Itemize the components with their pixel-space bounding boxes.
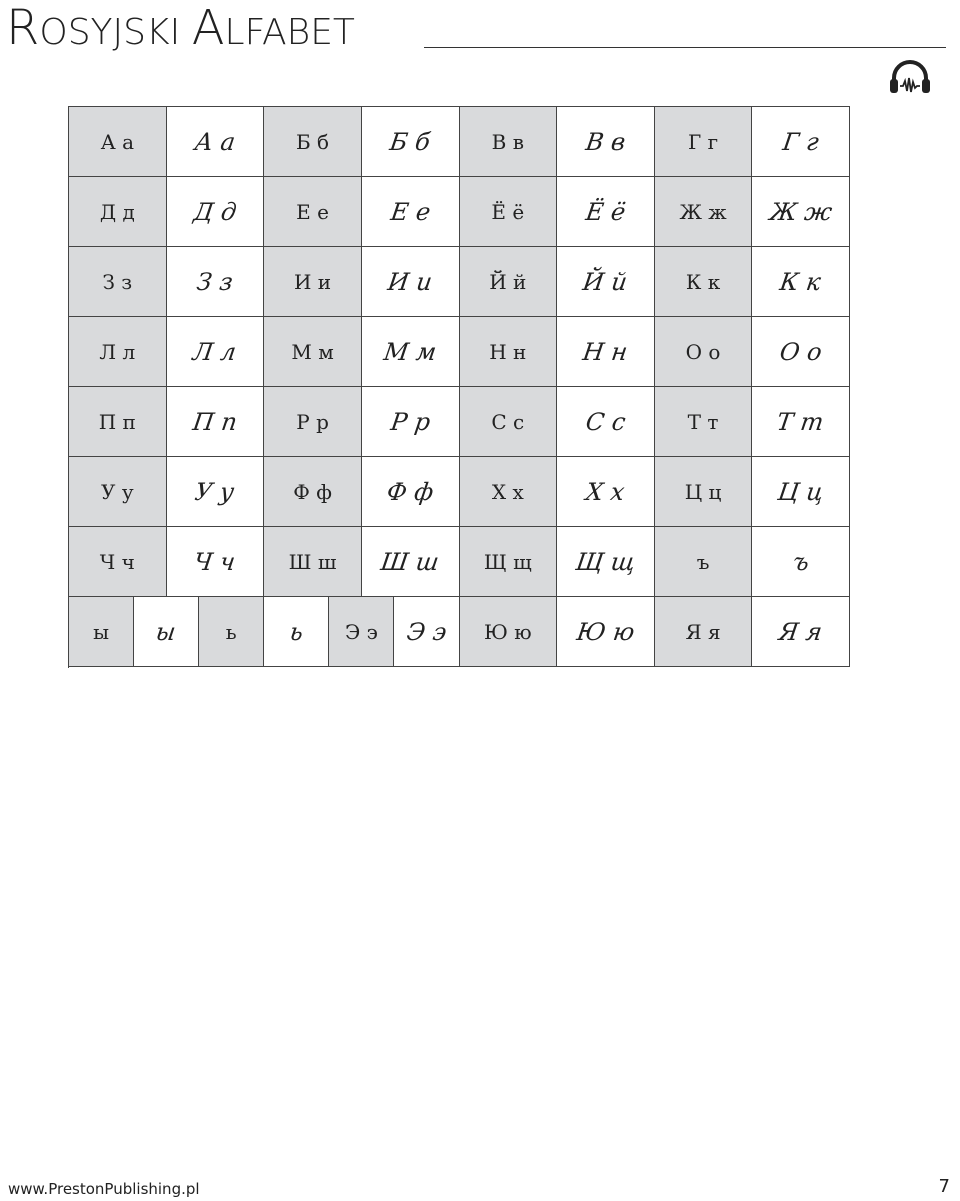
letter-script-cell	[362, 527, 460, 597]
letter-print-cell	[69, 527, 167, 597]
alphabet-row	[69, 387, 850, 457]
letter-print-cell	[655, 107, 753, 177]
letter-script-cell-text: Г г	[780, 127, 821, 156]
letter-print-cell	[264, 457, 362, 527]
letter-script-cell	[752, 597, 850, 667]
letter-script-cell	[362, 457, 460, 527]
letter-print-cell-text: Н н	[489, 339, 527, 364]
letter-script-cell-text: Е е	[388, 197, 432, 226]
letter-print-cell-text: ы	[93, 619, 109, 644]
letter-print-cell	[69, 387, 167, 457]
letter-print-cell	[264, 387, 362, 457]
letter-print-cell-text: О о	[685, 339, 721, 364]
letter-print-cell-text: А а	[100, 129, 135, 154]
letter-print-cell-text: У у	[101, 479, 134, 504]
letter-print-cell	[460, 247, 558, 317]
alphabet-row	[69, 527, 850, 597]
letter-print-cell-text: Р р	[296, 409, 329, 434]
letter-script-cell-text: Ё ё	[583, 197, 628, 226]
letter-script-cell	[557, 457, 655, 527]
letter-print-cell-text: В в	[491, 129, 524, 154]
letter-script-cell-text: Х х	[584, 477, 627, 506]
letter-script-cell-text: Р р	[388, 407, 432, 436]
letter-script-cell	[362, 317, 460, 387]
letter-print-cell	[460, 317, 558, 387]
publisher-url[interactable]: www.PrestonPublishing.pl	[8, 1180, 200, 1198]
letter-script-cell	[752, 317, 850, 387]
letter-script-cell	[362, 387, 460, 457]
letter-print-cell-text: Ё ё	[491, 199, 525, 224]
page-number: 7	[938, 1176, 950, 1197]
letter-print-cell	[460, 387, 558, 457]
letter-script-cell	[167, 177, 265, 247]
letter-print-cell	[199, 597, 264, 667]
letter-script-cell	[362, 107, 460, 177]
letter-print-cell-text: Х х	[491, 479, 524, 504]
letter-script-cell-text: Т т	[775, 407, 826, 436]
letter-print-cell-text: Г г	[688, 129, 719, 154]
page-title: ROSYJSKI ALFABET	[6, 0, 355, 56]
letter-print-cell	[329, 597, 394, 667]
letter-print-cell-text: Я я	[685, 619, 721, 644]
letter-script-cell	[752, 177, 850, 247]
letter-print-cell	[69, 247, 167, 317]
letter-script-cell-text: К к	[778, 267, 823, 296]
letter-script-cell	[167, 317, 265, 387]
letter-script-cell-text: Ц ц	[776, 477, 826, 506]
letter-script-cell-text: Ш ш	[379, 547, 442, 576]
letter-script-cell-text: О о	[777, 337, 824, 366]
letter-print-cell-text: К к	[685, 269, 721, 294]
letter-print-cell	[69, 177, 167, 247]
letter-script-cell	[557, 177, 655, 247]
letter-script-cell-text: И и	[386, 267, 435, 296]
letter-print-cell	[655, 177, 753, 247]
letter-print-cell	[460, 527, 558, 597]
letter-script-cell-text: ъ	[790, 547, 811, 576]
letter-script-cell-text: Ж ж	[767, 197, 834, 226]
letter-script-cell-text: У у	[193, 477, 237, 506]
letter-script-cell-text: П п	[190, 407, 239, 436]
letter-print-cell-text: Ш ш	[288, 549, 337, 574]
letter-print-cell	[655, 317, 753, 387]
letter-print-cell-text: С с	[491, 409, 525, 434]
letter-script-cell-text: Ч ч	[192, 547, 238, 576]
letter-print-cell	[264, 247, 362, 317]
letter-script-cell-text: Щ щ	[573, 547, 637, 576]
letter-script-cell-text: ы	[154, 617, 178, 646]
letter-print-cell	[655, 387, 753, 457]
letter-print-cell-text: Щ щ	[483, 549, 532, 574]
letter-script-cell-text: С с	[583, 407, 628, 436]
letter-script-cell-text: Б б	[388, 127, 433, 156]
letter-print-cell	[655, 597, 753, 667]
letter-print-cell	[655, 457, 753, 527]
letter-script-cell	[167, 527, 265, 597]
letter-script-cell-text: Л л	[191, 337, 239, 366]
letter-script-cell	[557, 317, 655, 387]
letter-script-cell-text: ь	[287, 617, 305, 646]
letter-script-cell-text: Э э	[404, 617, 449, 646]
letter-script-cell	[264, 597, 329, 667]
alphabet-row	[69, 317, 850, 387]
letter-print-cell	[69, 457, 167, 527]
letter-script-cell	[362, 247, 460, 317]
letter-print-cell	[460, 457, 558, 527]
letter-script-cell	[557, 527, 655, 597]
letter-script-cell	[752, 457, 850, 527]
alphabet-table	[68, 106, 850, 668]
letter-script-cell	[752, 387, 850, 457]
letter-script-cell-text: Ф ф	[385, 477, 436, 506]
letter-script-cell	[167, 457, 265, 527]
letter-print-cell-text: Е е	[296, 199, 329, 224]
letter-script-cell	[557, 597, 655, 667]
letter-print-cell	[264, 527, 362, 597]
letter-script-cell	[752, 247, 850, 317]
headphones-audio-icon[interactable]	[888, 58, 932, 98]
letter-print-cell-text: Ч ч	[99, 549, 135, 574]
letter-print-cell	[69, 317, 167, 387]
letter-print-cell-text: Т т	[687, 409, 719, 434]
letter-script-cell-text: А а	[192, 127, 237, 156]
letter-print-cell-text: Д д	[99, 199, 135, 224]
alphabet-row	[69, 457, 850, 527]
letter-script-cell-text: Д д	[191, 197, 239, 226]
letter-script-cell	[167, 247, 265, 317]
letter-script-cell-text: Й й	[581, 267, 630, 296]
letter-script-cell	[557, 107, 655, 177]
letter-print-cell-text: Ю ю	[484, 619, 532, 644]
letter-print-cell-text: Э э	[344, 619, 378, 644]
letter-script-cell-text: М м	[382, 337, 439, 366]
letter-print-cell	[264, 317, 362, 387]
letter-script-cell	[557, 387, 655, 457]
letter-print-cell	[264, 107, 362, 177]
letter-script-cell	[394, 597, 459, 667]
letter-print-cell-text: Л л	[99, 339, 136, 364]
letter-print-cell-text: ь	[225, 619, 237, 644]
alphabet-row	[69, 177, 850, 247]
letter-print-cell-text: М м	[291, 339, 334, 364]
letter-print-cell-text: И и	[293, 269, 332, 294]
letter-print-cell-text: П п	[98, 409, 136, 434]
letter-print-cell	[69, 107, 167, 177]
letter-script-cell-text: Я я	[777, 617, 825, 646]
letter-print-cell	[460, 107, 558, 177]
title-underline	[424, 47, 946, 48]
letter-script-cell	[752, 107, 850, 177]
letter-print-cell-text: Ц ц	[684, 479, 722, 504]
letter-script-cell	[752, 527, 850, 597]
letter-print-cell-text: З з	[102, 269, 133, 294]
letter-print-cell	[460, 177, 558, 247]
letter-script-cell	[167, 387, 265, 457]
letter-print-cell	[655, 247, 753, 317]
letter-script-cell-text: З з	[195, 267, 235, 296]
letter-script-cell-text: Ю ю	[574, 617, 637, 646]
letter-script-cell	[167, 107, 265, 177]
letter-script-cell	[362, 177, 460, 247]
letter-print-cell	[460, 597, 558, 667]
letter-script-cell	[557, 247, 655, 317]
letter-script-cell-text: Н н	[581, 337, 630, 366]
letter-print-cell-text: Ж ж	[679, 199, 727, 224]
letter-print-cell-text: ъ	[696, 549, 710, 574]
letter-print-cell-text: Й й	[489, 269, 527, 294]
letter-script-cell	[134, 597, 199, 667]
letter-print-cell	[264, 177, 362, 247]
letter-print-cell	[655, 527, 753, 597]
alphabet-row	[69, 597, 850, 667]
letter-script-cell-text: В в	[583, 127, 628, 156]
alphabet-row	[69, 247, 850, 317]
letter-print-cell	[69, 597, 134, 667]
letter-print-cell-text: Ф ф	[293, 479, 332, 504]
letter-print-cell-text: Б б	[296, 129, 330, 154]
alphabet-row	[69, 107, 850, 177]
